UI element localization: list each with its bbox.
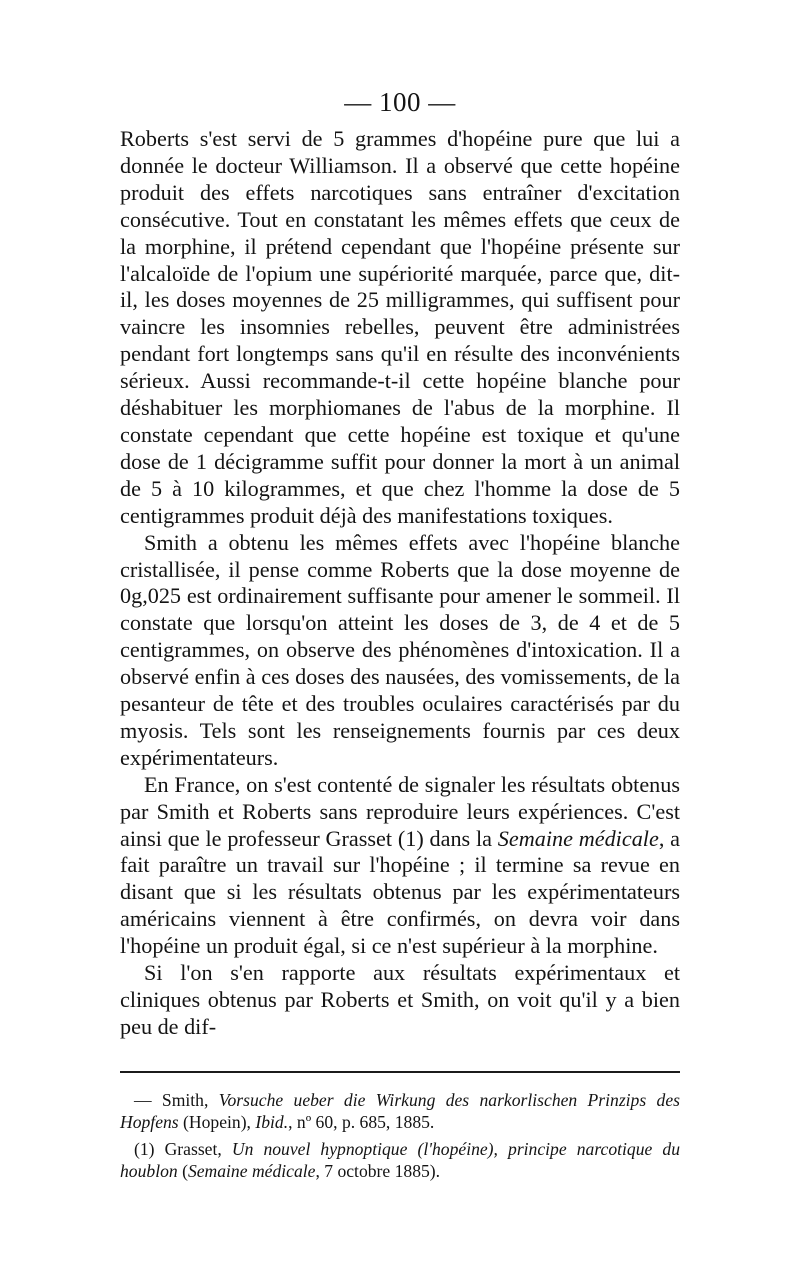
paragraph — [120, 772, 680, 960]
text-run: Roberts s'est servi de 5 grammes d'hopéine pure que lui a donnée le docteur Williamson. Il a observé que cette hopéine produit des effets narcotiques sans entraîner d'excitation consécutive. Tout en constatant les mêmes effets que ceux de la morphine, il prétend cependant que l'hopéine présente sur l'alcaloïde de l'opium une supériorité marquée, parce que, dit-il, les doses moyennes de 25 milligrammes, qui suffisent pour vaincre les insomnies rebelles, peuvent être administrées pendant fort longtemps sans qu'il en résulte des inconvénients sérieux. Aussi recommande-t-il cette hopéine blanche pour déshabituer les morphiomanes de l'abus de la morphine. Il constate cependant que cette hopéine est toxique et qu'une dose de 1 décigramme suffit pour donner la mort à un animal de 5 à 10 kilogrammes, et que chez l'homme la dose de 5 centigrammes produit déjà des manifestations toxiques. — [120, 126, 680, 528]
italic-text: Vorsuche ueber die Wirkung des narkorlischen Prinzips des Hopfens — [120, 1089, 680, 1133]
paragraph — [120, 530, 680, 772]
paragraph — [120, 126, 680, 530]
page-number: — 100 — — [344, 87, 456, 117]
italic-text: Semaine médicale — [497, 825, 659, 851]
text-run: Smith a obtenu les mêmes effets avec l'hopéine blanche cristallisée, il pense comme Roberts que la dose moyenne de 0g,025 est ordinairement suffisante pour amener le sommeil. Il constate que lorsqu'on atteint les doses de 3, de 4 et de 5 centigrammes, on observe des phénomènes d'intoxication. Il a observé enfin à ces doses des nausées, des vomissements, de la pesanteur de tête et des troubles oculaires caractérisés par du myosis. Tels sont les renseignements fournis par ces deux expérimentateurs. — [120, 529, 680, 770]
italic-text: Semaine médicale — [187, 1161, 316, 1182]
text-run: Si l'on s'en rapporte aux résultats expérimentaux et cliniques obtenus par Roberts et Smith, on voit qu'il y a bien peu de dif- — [120, 960, 680, 1039]
footnote — [120, 1138, 680, 1183]
paragraph — [120, 960, 680, 1041]
text-run: (Hopein), — [178, 1112, 256, 1133]
text-run: , a fait paraître un travail sur l'hopéine ; il termine sa revue en disant que si les résultats obtenus par les expérimentateurs américains viennent à être confirmés, on devra voir dans l'hopéine un produit égal, si ce n'est supérieur à la morphine. — [120, 825, 680, 959]
italic-text: Un nouvel hypnoptique (l'hopéine), principe narcotique du houblon — [120, 1138, 680, 1182]
book-page — [120, 82, 680, 1182]
main-text — [120, 126, 680, 1041]
italic-text: Ibid. — [255, 1112, 289, 1133]
text-run: — Smith, — [134, 1089, 219, 1110]
text-run: , 7 octobre 1885). — [315, 1161, 441, 1182]
footnote — [120, 1089, 680, 1134]
text-run: , nº 60, p. 685, 1885. — [288, 1112, 435, 1133]
footnote-divider — [120, 1071, 680, 1073]
footnotes — [120, 1089, 680, 1183]
text-run: En France, on s'est contenté de signaler les résultats obtenus par Smith et Roberts sans reproduire leurs expériences. C'est ainsi que le professeur Grasset (1) dans la — [120, 771, 680, 851]
text-run: ( — [177, 1161, 188, 1182]
text-run: (1) Grasset, — [134, 1138, 232, 1159]
